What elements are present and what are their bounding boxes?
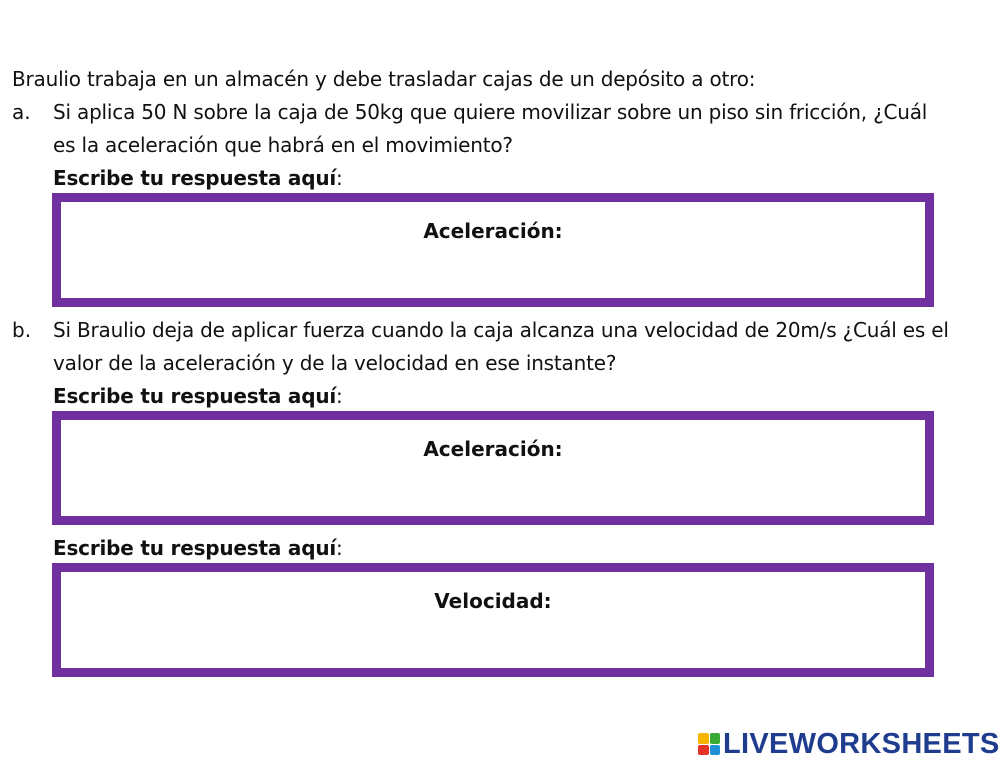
answer-label-velocity: Velocidad: <box>434 589 552 613</box>
answer-box-a-acceleration <box>52 193 934 307</box>
answer-box-inner <box>59 200 927 300</box>
question-b-prompt-2 <box>53 535 343 561</box>
prompt-label: Escribe tu respuesta aquí <box>53 166 337 190</box>
intro-text: Braulio trabaja en un almacén y debe trasladar cajas de un depósito a otro: <box>12 67 756 91</box>
answer-input-b-velocity[interactable] <box>69 622 917 654</box>
question-b-line1: Si Braulio deja de aplicar fuerza cuando la caja alcanza una velocidad de 20m/s ¿Cuál es el <box>53 318 949 342</box>
prompt-colon: : <box>336 536 343 560</box>
liveworksheets-logo-icon <box>698 733 720 755</box>
answer-box-b-velocity <box>52 563 934 677</box>
question-a-line2: es la aceleración que habrá en el movimiento? <box>53 133 513 157</box>
question-b-line2: valor de la aceleración y de la velocidad en ese instante? <box>53 351 617 375</box>
liveworksheets-logo <box>698 728 1000 760</box>
answer-input-a-acceleration[interactable] <box>69 252 917 284</box>
logo-text: LIVEWORKSHEETS <box>723 727 1000 760</box>
answer-input-b-acceleration[interactable] <box>69 470 917 502</box>
prompt-colon: : <box>336 384 343 408</box>
answer-label-acceleration: Aceleración: <box>423 437 563 461</box>
question-b-marker: b. <box>12 318 32 342</box>
prompt-label: Escribe tu respuesta aquí <box>53 536 337 560</box>
question-a-line1: Si aplica 50 N sobre la caja de 50kg que quiere movilizar sobre un piso sin fricción, ¿Cuál <box>53 100 928 124</box>
prompt-label: Escribe tu respuesta aquí <box>53 384 337 408</box>
answer-box-b-acceleration <box>52 411 934 525</box>
question-a-marker: a. <box>12 100 31 124</box>
question-b-prompt-1 <box>53 383 343 409</box>
prompt-colon: : <box>336 166 343 190</box>
answer-label-acceleration: Aceleración: <box>423 219 563 243</box>
question-a-prompt <box>53 165 343 191</box>
answer-box-inner <box>59 570 927 670</box>
answer-box-inner <box>59 418 927 518</box>
